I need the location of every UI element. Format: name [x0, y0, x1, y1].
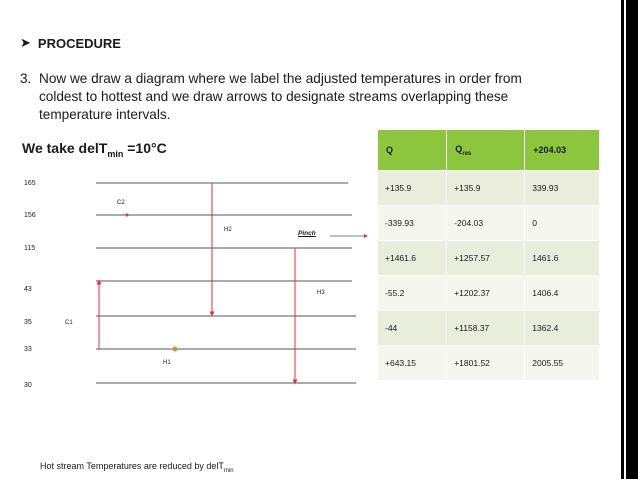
stream-c2-label: C2 [117, 200, 125, 206]
table-cell: +1158.37 [447, 311, 525, 346]
col-q-header: Q [378, 130, 447, 171]
table-cell: -204.03 [447, 206, 525, 241]
table-cell: 1406.4 [525, 276, 600, 311]
table-row [378, 311, 600, 346]
footnote-prefix: Hot stream Temperatures are reduced by delT [40, 461, 224, 471]
stream-c1-label: C1 [65, 320, 73, 326]
table-header-row [378, 130, 600, 171]
stream-h1-label: H1 [163, 360, 171, 366]
table-cell: -55.2 [378, 276, 447, 311]
temperature-label: 43 [24, 286, 32, 293]
table-cell: -339.93 [378, 206, 447, 241]
table-row [378, 206, 600, 241]
table-cell: +1257.57 [447, 241, 525, 276]
table-cell: 1461.6 [525, 241, 600, 276]
temperature-label: 156 [24, 212, 36, 219]
table-row [378, 276, 600, 311]
diagram-title-suffix: =10°C [123, 140, 167, 156]
table-cell: 339.93 [525, 171, 600, 206]
paragraph-line-3: temperature intervals. [39, 107, 171, 122]
paragraph-line-2: coldest to hottest and we draw arrows to designate streams overlapping these [39, 89, 509, 104]
footnote-sub: min [223, 467, 234, 474]
table-cell: +1202.37 [447, 276, 525, 311]
table-row [378, 346, 600, 381]
temperature-interval-diagram [0, 130, 378, 400]
stream-h1-marker [173, 347, 178, 352]
table-cell: +1801.52 [447, 346, 525, 381]
heat-cascade-table [378, 130, 600, 380]
slide-edge-line [624, 0, 626, 479]
table-cell: +1461.6 [378, 241, 447, 276]
table-cell: +643.15 [378, 346, 447, 381]
col-third-header: +204.03 [525, 130, 600, 171]
table-cell: 1362.4 [525, 311, 600, 346]
stream-h2-label: H2 [224, 227, 232, 233]
temperature-label: 35 [24, 319, 32, 326]
arrow-bullet-icon: ➤ [20, 35, 31, 50]
slide-edge-bar [621, 0, 638, 479]
procedure-paragraph [20, 70, 580, 124]
stream-c2-marker [126, 214, 129, 217]
diagram-title-sub: min [107, 148, 124, 159]
table-cell: -44 [378, 311, 447, 346]
procedure-heading [20, 35, 121, 51]
pinch-label: Pinch [298, 230, 316, 237]
table-cell: +135.9 [378, 171, 447, 206]
temperature-label: 165 [24, 180, 36, 187]
stream-h3-label: H3 [317, 290, 325, 296]
col-qres-sub: res [462, 150, 472, 157]
table-cell: +135.9 [447, 171, 525, 206]
temperature-label: 115 [24, 245, 36, 252]
diagram-title-prefix: We take delT [22, 140, 108, 156]
table-cell: 0 [525, 206, 600, 241]
col-qres-header [447, 130, 525, 171]
paragraph-number: 3. [20, 71, 32, 86]
heading-text: PROCEDURE [37, 35, 121, 51]
paragraph-line-1: Now we draw a diagram where we label the adjusted temperatures in order from [39, 71, 522, 86]
table-cell: 2005.55 [525, 346, 600, 381]
col-qres-main: Q [455, 143, 463, 154]
table-row [378, 171, 600, 206]
temperature-label: 33 [24, 346, 32, 353]
table-row [378, 241, 600, 276]
temperature-label: 30 [24, 382, 32, 389]
footnote [40, 461, 234, 474]
